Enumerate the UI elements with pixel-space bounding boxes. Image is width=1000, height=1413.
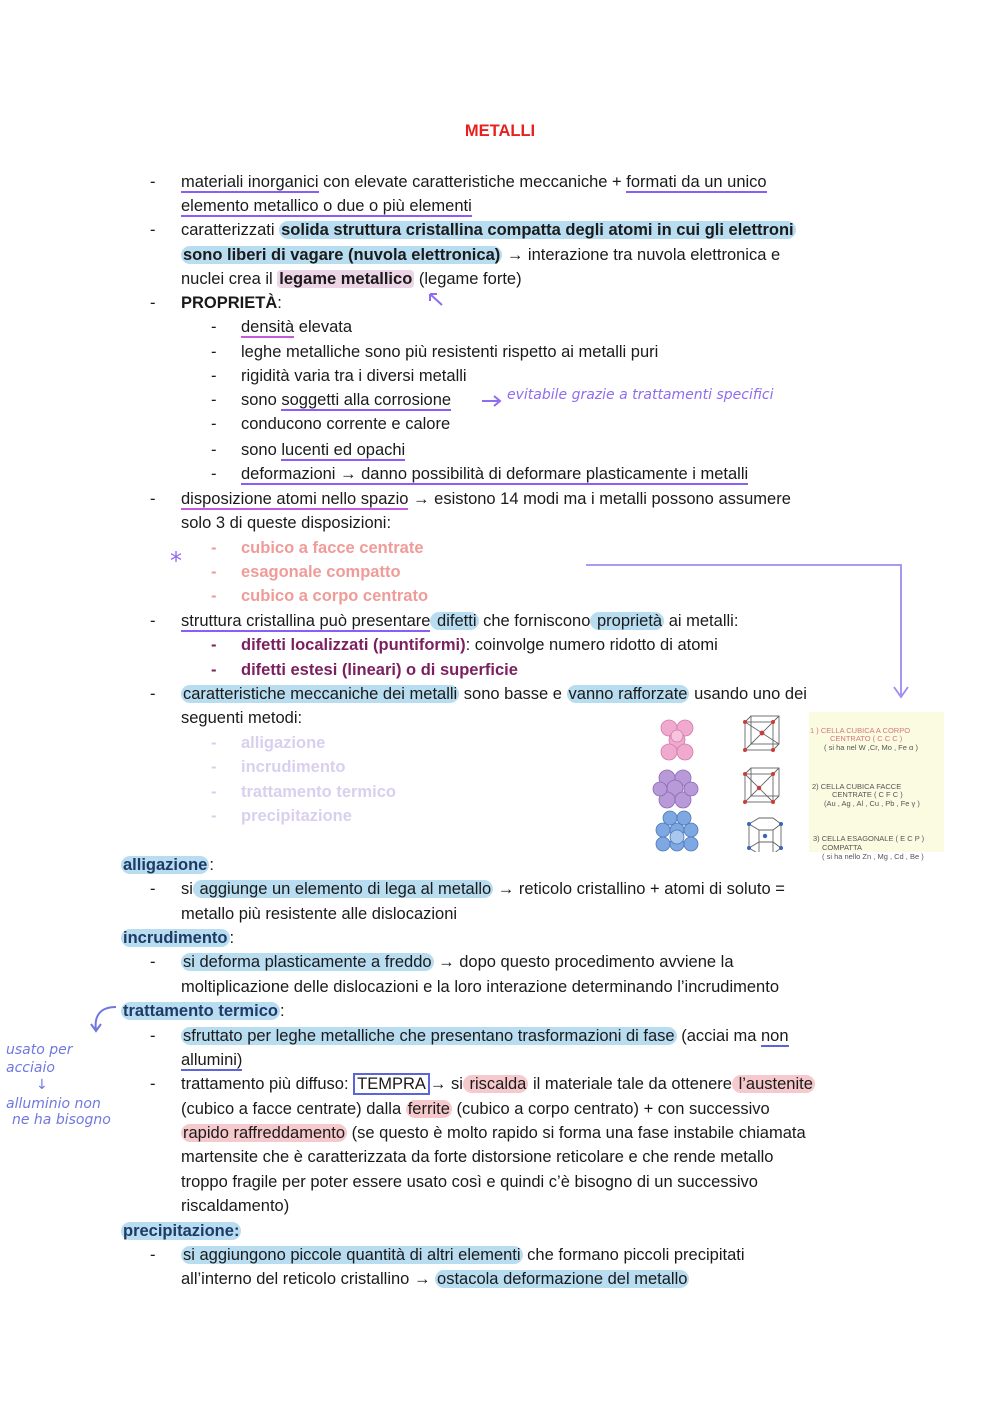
text-span: (cubico a facce centrate) dalla [181, 1100, 406, 1118]
section-line [181, 1244, 745, 1266]
bullet-dash: - [211, 734, 217, 752]
method-item: incrudimento [241, 758, 346, 776]
list-item [241, 389, 451, 411]
highlighted-phrase: l’austenite [733, 1075, 813, 1093]
margin-note: acciaio [6, 1060, 55, 1076]
lattice-item: esagonale compatto [241, 563, 401, 581]
list-item [241, 413, 450, 435]
highlighted-phrase: sono liberi di vagare (nuvola elettronica) [183, 246, 501, 264]
text-span: : [229, 929, 235, 947]
arrow-right-icon [480, 393, 504, 409]
text-span: con elevate caratteristiche meccaniche + [318, 173, 627, 191]
list-item [241, 341, 658, 363]
text-span: usando uno dei [689, 685, 807, 703]
text-span: elevata [294, 318, 353, 336]
text-span: sono basse e [459, 685, 567, 703]
highlighted-phrase: riscalda [464, 1075, 527, 1093]
underlined-phrase: densità [241, 318, 295, 336]
section-title: trattamento termico [123, 1002, 278, 1020]
crystal-label-line: CENTRATE ( C F C ) [832, 790, 903, 799]
bullet-dash: - [150, 490, 156, 508]
underlined-phrase: allumini) [181, 1051, 243, 1069]
section-line: moltiplicazione delle dislocazioni e la loro interazione determinando l’incrudimento [181, 978, 779, 996]
heading-label: PROPRIETÀ [181, 294, 278, 312]
highlighted-phrase: proprietà [592, 612, 663, 630]
bullet-dash: - [211, 441, 217, 459]
bullet-dash: - [211, 343, 217, 361]
underlined-phrase: soggetti alla corrosione [281, 391, 452, 409]
section-heading [121, 854, 214, 876]
bullet-dash: - [211, 587, 217, 605]
arrow-up-left-icon [425, 289, 445, 309]
crystal-label-line: 1 ) CELLA CUBICA A CORPO [810, 726, 911, 735]
text-span: rigidità varia tra i diversi metalli [241, 367, 467, 385]
intro-line [181, 244, 780, 266]
section-line [181, 1098, 770, 1120]
section-line: metallo più resistente alle dislocazioni [181, 905, 458, 923]
crystal-label-line: (Au , Ag , Al , Cu , Pb , Fe γ ) [824, 799, 920, 808]
highlighted-phrase: si aggiungono piccole quantità di altri elementi [183, 1246, 521, 1264]
arrow-down-icon: ↓ [36, 1077, 48, 1093]
underlined-phrase: non [760, 1027, 789, 1045]
section-line [181, 1025, 789, 1047]
margin-note: usato per [6, 1042, 73, 1058]
section-line [181, 1073, 815, 1095]
intro-line [181, 171, 767, 193]
bullet-dash: - [211, 318, 217, 336]
highlighted-phrase: si deforma plasticamente a freddo [183, 953, 432, 971]
section-line [181, 878, 785, 900]
lattice-item: cubico a corpo centrato [241, 587, 429, 605]
underlined-phrase: struttura cristallina può presentare [181, 612, 431, 630]
section-line [181, 1268, 689, 1290]
section-line: martensite che è caratterizzata da forte distorsione reticolare e che rende metallo [181, 1148, 774, 1166]
bold-phrase: difetti estesi (lineari) o di superficie [241, 661, 518, 679]
text-span: → esistono 14 modi ma i metalli possono assumere [408, 490, 791, 508]
underlined-phrase: formati da un unico [626, 173, 767, 191]
text-span: (cubico a corpo centrato) + con successivo [451, 1100, 770, 1118]
bullet-dash: - [150, 880, 156, 898]
text-span: nuclei crea il [181, 270, 278, 288]
crystal-label-line: 2) CELLA CUBICA FACCE [812, 782, 902, 791]
boxed-term: TEMPRA [353, 1073, 430, 1095]
defects-line [181, 610, 738, 632]
bullet-dash: - [150, 1246, 156, 1264]
text-span: → interazione tra nuvola elettronica e [502, 246, 781, 264]
crystal-label-line: COMPATTA [822, 843, 862, 852]
crystal-label-line: CENTRATO ( C C C ) [830, 734, 903, 743]
bullet-dash: - [211, 758, 217, 776]
bullet-dash: - [211, 539, 217, 557]
bullet-dash: - [211, 367, 217, 385]
text-span: ai metalli: [664, 612, 739, 630]
asterisk-mark: * [170, 547, 182, 575]
defect-item [241, 659, 518, 681]
text-span: il materiale tale da ottenere [528, 1075, 732, 1093]
curved-arrow-icon [86, 1004, 120, 1034]
bullet-dash: - [211, 661, 217, 679]
section-line: troppo fragile per poter essere usato così e quindi c’è bisogno di un successivo [181, 1173, 758, 1191]
bullet-dash: - [211, 391, 217, 409]
highlighted-phrase: vanno rafforzate [568, 685, 688, 703]
crystal-label-line: 3) CELLA ESAGONALE ( E C P ) [813, 834, 925, 843]
page-title: METALLI [464, 122, 536, 140]
text-span: (se questo è molto rapido si forma una fase instabile chiamata [347, 1124, 806, 1142]
bullet-dash: - [150, 221, 156, 239]
bold-phrase: difetti localizzati (puntiformi) [241, 636, 466, 654]
underlined-phrase: materiali inorganici [181, 173, 319, 191]
section-title: precipitazione: [123, 1222, 240, 1240]
highlighted-phrase: aggiunge un elemento di lega al metallo [194, 880, 492, 898]
highlighted-phrase: rapido raffreddamento [183, 1124, 346, 1142]
list-item [241, 463, 748, 485]
section-line [181, 951, 734, 973]
section-line [181, 1122, 806, 1144]
section-heading [121, 1220, 241, 1242]
highlighted-phrase: sfruttato per leghe metalliche che presentano trasformazioni di fase [183, 1027, 675, 1045]
method-item: precipitazione [241, 807, 352, 825]
methods-line: seguenti metodi: [181, 709, 303, 727]
text-span: che formano piccoli precipitati [522, 1246, 745, 1264]
handwritten-note: evitabile grazie a trattamenti specifici [507, 387, 774, 403]
properties-heading [181, 292, 282, 314]
bullet-dash: - [150, 1075, 156, 1093]
text-span: → reticolo cristallino + atomi di soluto = [493, 880, 785, 898]
text-span: : [209, 856, 214, 874]
crystal-label-line: ( si ha nel W ,Cr, Mo , Fe α ) [824, 743, 918, 752]
section-title: alligazione [123, 856, 208, 874]
defect-item [241, 634, 718, 656]
margin-note: alluminio non [6, 1096, 101, 1112]
text-span: conducono corrente e calore [241, 415, 451, 433]
arrangement-line: solo 3 di queste disposizioni: [181, 514, 392, 532]
bullet-dash: - [211, 783, 217, 801]
crystal-structures-figure [617, 712, 944, 861]
underlined-phrase: disposizione atomi nello spazio [181, 490, 409, 508]
text-span: → dopo questo procedimento avviene la [433, 953, 734, 971]
method-item: trattamento termico [241, 783, 396, 801]
bullet-dash: - [150, 953, 156, 971]
highlighted-phrase: solida struttura cristallina compatta degli atomi in cui gli elettroni [281, 221, 794, 239]
intro-line [181, 268, 522, 290]
lattice-item: cubico a facce centrate [241, 539, 424, 557]
method-item: alligazione [241, 734, 326, 752]
bullet-dash: - [150, 685, 156, 703]
bullet-dash: - [211, 415, 217, 433]
bullet-dash: - [211, 807, 217, 825]
text-span: → si [429, 1075, 463, 1093]
text-span: trattamento più diffuso: [181, 1075, 354, 1093]
intro-line [181, 195, 472, 217]
text-span: sono [241, 391, 282, 409]
text-span: : [279, 1002, 285, 1020]
methods-line [181, 683, 807, 705]
margin-note: ne ha bisogno [12, 1112, 111, 1128]
highlighted-phrase: legame metallico [279, 270, 413, 288]
text-span: leghe metalliche sono più resistenti rispetto ai metalli puri [241, 343, 659, 361]
highlighted-phrase: difetti [432, 612, 477, 630]
section-title: incrudimento [123, 929, 228, 947]
underlined-phrase: lucenti ed opachi [281, 441, 406, 459]
list-item [241, 439, 405, 461]
crystal-illustrations [617, 712, 817, 852]
text-span: : coinvolge numero ridotto di atomi [465, 636, 718, 654]
intro-line [181, 219, 796, 241]
list-item [241, 316, 352, 338]
list-item [241, 365, 467, 387]
bullet-dash: - [150, 173, 156, 191]
section-heading [121, 927, 234, 949]
section-line [181, 1049, 242, 1071]
bullet-dash: - [150, 612, 156, 630]
arrangement-line [181, 488, 791, 510]
text-span: si [181, 880, 193, 898]
bullet-dash: - [211, 563, 217, 581]
bullet-dash: - [150, 294, 156, 312]
highlighted-phrase: caratteristiche meccaniche dei metalli [183, 685, 458, 703]
section-heading [121, 1000, 285, 1022]
crystal-label-line: ( si ha nello Zn , Mg , Cd , Be ) [822, 852, 924, 861]
highlighted-phrase: ferrite [407, 1100, 450, 1118]
bullet-dash: - [211, 465, 217, 483]
highlighted-phrase: ostacola deformazione del metallo [437, 1270, 688, 1288]
text-span: caratterizzati [181, 221, 280, 239]
text-span: all’interno del reticolo cristallino → [181, 1270, 436, 1288]
text-span: : [277, 294, 282, 312]
text-span: (acciai ma [676, 1027, 761, 1045]
text-span: (legame forte) [414, 270, 522, 288]
bullet-dash: - [211, 636, 217, 654]
text-span: che forniscono [478, 612, 591, 630]
section-line: riscaldamento) [181, 1197, 290, 1215]
text-span: sono [241, 441, 282, 459]
underlined-phrase: elemento metallico o due o più elementi [181, 197, 472, 215]
bullet-dash: - [150, 1027, 156, 1045]
underlined-phrase: deformazioni → danno possibilità di deformare plasticamente i metalli [241, 465, 749, 483]
